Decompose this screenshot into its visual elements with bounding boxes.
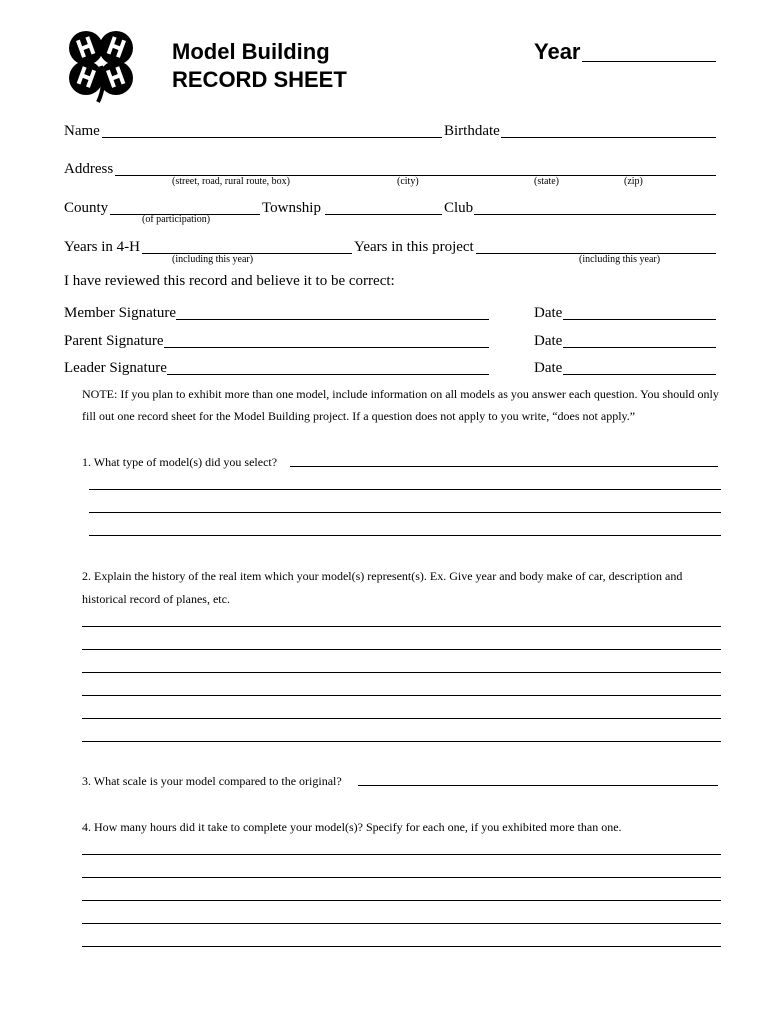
address-state-hint: (state) [534,176,559,187]
review-statement: I have reviewed this record and believe it to be correct: [64,273,395,289]
member-date-field[interactable] [563,319,716,320]
years-project-hint: (including this year) [579,254,661,265]
answer-line[interactable] [82,854,721,855]
years-4h-label: Years in 4-H [64,239,140,255]
leader-signature-label: Leader Signature [64,360,167,376]
note-text: NOTE: If you plan to exhibit more than one model, include information on all models as you answer each question. You should only fill out one record sheet for the Model Building project. If a question does not apply to you write, “does not apply.” [82,387,719,423]
leader-date-field[interactable] [563,374,716,375]
answer-line[interactable] [82,672,721,673]
answer-line[interactable] [358,785,718,786]
question-4: 4. How many hours did it take to complete your model(s)? Specify for each one, if you exhibited more than one. [82,820,622,834]
form-title [172,38,347,94]
parent-signature-label: Parent Signature [64,333,164,349]
answer-line[interactable] [82,626,721,627]
answer-line[interactable] [82,649,721,650]
answer-line[interactable] [82,695,721,696]
years-project-label: Years in this project [354,239,474,255]
answer-line[interactable] [82,741,721,742]
question-2-line-1: 2. Explain the history of the real item which your model(s) represent(s). Ex. Give year and body make of car, description and [82,569,683,583]
member-date-label: Date [534,305,563,321]
club-field[interactable] [474,214,716,215]
address-street-hint: (street, road, rural route, box) [172,176,291,187]
township-label: Township [262,200,321,216]
answer-line[interactable] [82,718,721,719]
answer-line[interactable] [89,535,721,536]
name-label: Name [64,123,100,139]
answer-line[interactable] [89,489,721,490]
answer-line[interactable] [82,877,721,878]
question-1: 1. What type of model(s) did you select? [82,455,278,469]
birthdate-label: Birthdate [444,123,500,139]
question-2-line-2: historical record of planes, etc. [82,592,230,606]
year-field[interactable] [582,61,716,62]
birthdate-field[interactable] [501,137,716,138]
answer-line[interactable] [82,923,721,924]
address-label: Address [64,161,114,177]
title-line-2: RECORD SHEET [172,67,347,92]
name-field[interactable] [102,137,442,138]
address-city-hint: (city) [397,176,419,187]
county-label: County [64,200,109,216]
parent-date-field[interactable] [563,347,716,348]
address-zip-hint: (zip) [624,176,643,187]
county-hint: (of participation) [142,214,211,225]
leader-signature-field[interactable] [167,374,489,375]
4h-clover-logo [62,26,140,104]
member-signature-label: Member Signature [64,305,177,321]
township-field[interactable] [325,214,442,215]
years-4h-hint: (including this year) [172,254,254,265]
answer-line[interactable] [82,946,721,947]
parent-date-label: Date [534,333,563,349]
answer-line[interactable] [89,512,721,513]
leader-date-label: Date [534,360,563,376]
answer-line[interactable] [290,466,718,467]
year-label: Year [534,39,581,64]
answer-line[interactable] [82,900,721,901]
question-3: 3. What scale is your model compared to the original? [82,774,342,788]
title-line-1: Model Building [172,39,330,64]
parent-signature-field[interactable] [164,347,489,348]
member-signature-field[interactable] [176,319,489,320]
club-label: Club [444,200,474,216]
